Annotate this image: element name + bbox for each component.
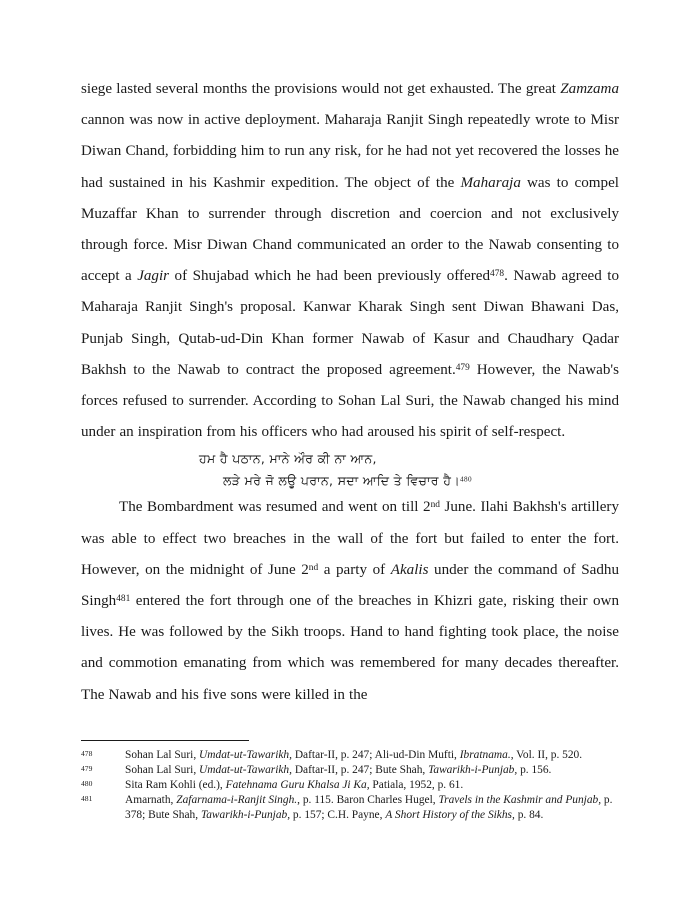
footnotes-block: [81, 748, 625, 823]
verse-line-1: ਹਮ ਹੈ ਪਠਾਨ, ਮਾਨੇ ਔਰ ਕੀ ਨਾ ਆਨ,: [199, 451, 377, 467]
text-run: p. 156.: [517, 764, 552, 777]
text-run: siege lasted several months the provisions would not get exhausted. The great: [81, 81, 561, 97]
text-run: Amarnath,: [125, 794, 177, 807]
text-run: Sita Ram Kohli (ed.),: [125, 779, 226, 792]
text-run: under the command of Sadhu Singh: [81, 561, 619, 610]
text-run: p. 84.: [514, 808, 544, 821]
text-run: a party of: [318, 561, 391, 578]
footnote-text: [125, 748, 625, 763]
text-run: , p. 115. Baron Charles Hugel,: [297, 794, 439, 807]
verse-footnote-ref-480: 480: [459, 475, 472, 484]
text-run: , Vol. II, p. 520.: [510, 749, 583, 761]
paragraph-bombardment: [81, 492, 619, 710]
italic-term: Ibratnama.: [459, 749, 511, 761]
superscript-ref: nd: [308, 562, 319, 573]
italic-term: Jagir: [137, 268, 170, 285]
text-run: cannon was now in active deployment. Maharaja Ranjit Singh repeatedly wrote to Misr Diwan Chand, forbidding him to run any risk, for he had not yet recovered the losses he had sustained in his Kashmir expedition. The object of the: [81, 112, 619, 191]
footnote-item: [81, 778, 625, 793]
superscript-ref: 481: [116, 593, 131, 604]
body-text-block: [81, 74, 619, 711]
italic-term: A Short History of the Sikhs,: [385, 808, 515, 821]
italic-term: Umdat-ut-Tawarikh,: [199, 749, 292, 761]
footnote-item: [81, 763, 625, 778]
footnote-number: 478: [81, 749, 93, 758]
footnote-item: [81, 793, 625, 822]
text-run: The Bombardment was resumed and went on till 2: [119, 499, 431, 516]
text-run: Daftar-II, p. 247; Ali-ud-Din Mufti,: [291, 749, 460, 761]
italic-term: Akalis: [390, 561, 429, 578]
text-run: p. 378; Bute Shah,: [125, 794, 613, 821]
gurmukhi-verse-block: [81, 448, 619, 492]
text-run: Patiala, 1952, p. 61.: [369, 779, 464, 792]
verse-line-2-text: ਲੜੇ ਮਰੇ ਜੋ ਲਊ ਪਰਾਨ, ਸਦਾ ਆਦਿ ਤੇ ਵਿਚਾਰ ਹੈ।: [223, 473, 460, 489]
text-run: Daftar-II, p. 247; Bute Shah,: [291, 764, 429, 777]
superscript-ref: nd: [430, 500, 440, 511]
italic-term: Umdat-ut-Tawarikh,: [199, 764, 292, 777]
footnote-item: [81, 748, 625, 763]
footnote-text: [125, 763, 625, 778]
verse-line-2: [81, 470, 619, 492]
text-run: was to compel Muzaffar Khan to surrender through discretion and coercion and not exclusively through force. Misr Diwan Chand communicated an order to the Nawab consenting to accept a: [81, 174, 619, 285]
italic-term: Maharaja: [460, 174, 521, 191]
italic-term: Tawarikh-i-Punjab,: [200, 808, 291, 821]
text-run: However, the Nawab's forces refused to surrender. According to Sohan Lal Suri, the Nawab changed his mind under an inspiration from his officers who had aroused his spirit of self-respect.: [81, 361, 619, 441]
italic-term: Fatehnama Guru Khalsa Ji Ka,: [225, 779, 370, 792]
italic-term: Zamzama: [560, 81, 619, 97]
superscript-ref: 479: [455, 362, 470, 373]
footnote-separator-rule: [81, 740, 249, 741]
text-run: June. Ilahi Bakhsh's artillery was able to effect two breaches in the wall of the fort but failed to enter the fort. However, on the midnight of June 2: [81, 499, 619, 578]
paragraph-siege-narrative: [81, 74, 619, 448]
footnote-number: 480: [81, 779, 93, 789]
text-run: . Nawab agreed to Maharaja Ranjit Singh's proposal. Kanwar Kharak Singh sent Diwan Bhawani Das, Punjab Singh, Qutab-ud-Din Khan former Nawab of Kasur and Chaudhary Qadar Bakhsh to the Nawab to contract the proposed agreement.: [81, 268, 619, 378]
text-run: entered the fort through one of the breaches in Khizri gate, risking their own lives. He was followed by the Sikh troops. Hand to hand fighting took place, the noise and commotion emanating from which was remembered for many decades thereafter. The Nawab and his five sons were killed in the: [81, 593, 619, 703]
footnote-number: 481: [81, 794, 93, 804]
text-run: of Shujabad which he had been previously offered: [169, 268, 491, 285]
footnote-text: [125, 778, 625, 793]
italic-term: Travels in the Kashmir and Punjab,: [438, 794, 602, 807]
text-run: Sohan Lal Suri,: [125, 764, 200, 777]
italic-term: Tawarikh-i-Punjab,: [428, 764, 518, 777]
italic-term: Zafarnama-i-Ranjit Singh.: [176, 794, 298, 807]
text-run: Sohan Lal Suri,: [125, 749, 200, 761]
footnote-number: 479: [81, 764, 93, 774]
footnote-text: [125, 793, 625, 822]
superscript-ref: 478: [490, 269, 505, 280]
text-run: p. 157; C.H. Payne,: [290, 808, 386, 821]
